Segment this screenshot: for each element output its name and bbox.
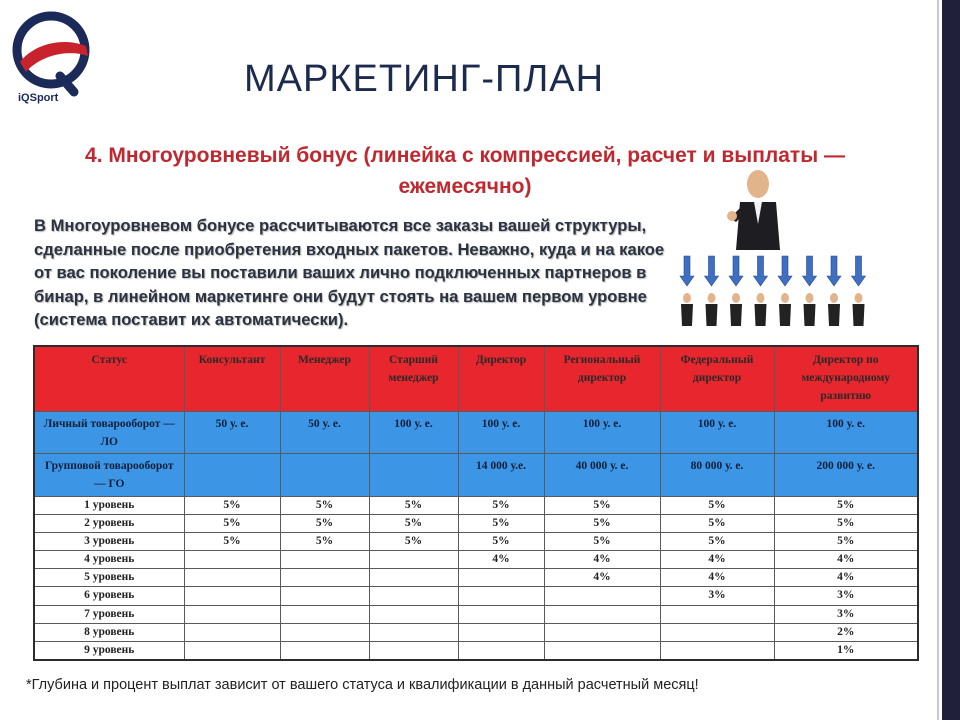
down-arrow-icon (729, 256, 743, 286)
table-cell (458, 623, 544, 641)
row-label: 9 уровень (34, 641, 184, 660)
header-manager: Менеджер (280, 346, 369, 412)
table-row-level (34, 641, 918, 660)
table-row-level (34, 496, 918, 514)
table-cell: 50 у. е. (184, 412, 280, 454)
table-cell: 5% (544, 514, 660, 532)
table-cell: 5% (280, 496, 369, 514)
table-cell (280, 454, 369, 496)
table-cell: 80 000 у. е. (660, 454, 774, 496)
row-label: 2 уровень (34, 514, 184, 532)
table-header-row (34, 346, 918, 412)
table-cell: 4% (774, 569, 918, 587)
table-cell (458, 569, 544, 587)
table-cell: 4% (544, 569, 660, 587)
row-personal-turnover (34, 412, 918, 454)
table-cell: 5% (774, 496, 918, 514)
table-cell: 5% (369, 514, 458, 532)
table-cell (369, 623, 458, 641)
row-label: 8 уровень (34, 623, 184, 641)
table-cell (280, 623, 369, 641)
down-arrow-icon (680, 256, 694, 286)
table-cell: 100 у. е. (458, 412, 544, 454)
table-cell: 200 000 у. е. (774, 454, 918, 496)
table-cell: 5% (458, 514, 544, 532)
leader-figure-icon (727, 170, 780, 250)
table-cell: 4% (660, 569, 774, 587)
table-cell: 14 000 у.е. (458, 454, 544, 496)
table-cell: 5% (280, 514, 369, 532)
table-cell: 3% (774, 587, 918, 605)
team-structure-illustration (670, 164, 880, 334)
row-label: 6 уровень (34, 587, 184, 605)
table-cell: 50 у. е. (280, 412, 369, 454)
header-regional-director: Региональный директор (544, 346, 660, 412)
table-cell: 5% (774, 532, 918, 550)
table-cell (458, 587, 544, 605)
table-cell (369, 605, 458, 623)
table-cell (184, 641, 280, 660)
table-row-level (34, 551, 918, 569)
row-label: Личный товарооборот — ЛО (34, 412, 184, 454)
table-cell (280, 551, 369, 569)
table-cell (369, 569, 458, 587)
table-cell: 5% (458, 532, 544, 550)
table-cell (458, 605, 544, 623)
table-cell (544, 587, 660, 605)
down-arrow-icon (754, 256, 768, 286)
down-arrow-icon (705, 256, 719, 286)
row-label: 5 уровень (34, 569, 184, 587)
table-cell: 5% (369, 496, 458, 514)
table-cell: 4% (458, 551, 544, 569)
table-cell: 4% (544, 551, 660, 569)
header-consultant: Консультант (184, 346, 280, 412)
team-member-icon (804, 293, 816, 326)
down-arrow-icon (827, 256, 841, 286)
table-cell (184, 605, 280, 623)
table-cell: 5% (184, 514, 280, 532)
row-label: 1 уровень (34, 496, 184, 514)
table-cell: 5% (369, 532, 458, 550)
table-cell (369, 454, 458, 496)
row-label: 3 уровень (34, 532, 184, 550)
team-member-icon (828, 293, 840, 326)
table-cell: 5% (660, 496, 774, 514)
table-cell (280, 569, 369, 587)
row-label: 4 уровень (34, 551, 184, 569)
table-cell: 100 у. е. (369, 412, 458, 454)
down-arrow-icon (803, 256, 817, 286)
table-cell (280, 641, 369, 660)
table-cell (660, 623, 774, 641)
footnote: *Глубина и процент выплат зависит от вашего статуса и квалификации в данный расчетный месяц! (26, 677, 699, 693)
table-cell: 1% (774, 641, 918, 660)
bonus-table (33, 345, 919, 661)
down-arrow-icon (778, 256, 792, 286)
intro-paragraph: В Многоуровневом бонусе рассчитываются все заказы вашей структуры, сделанные после приобретения входных пакетов. Неважно, куда и на какое от вас поколение вы поставили ваших лично подключенных партнеров в бинар, в линейном маркетинге они будут стоять на вашем первом уровне (система поставит их автоматически). (34, 216, 665, 329)
table-row-level (34, 623, 918, 641)
table-cell: 3% (774, 605, 918, 623)
table-cell (544, 623, 660, 641)
table-cell: 5% (458, 496, 544, 514)
table-cell (660, 641, 774, 660)
team-member-icon (730, 293, 742, 326)
table-cell: 3% (660, 587, 774, 605)
team-member-icon (681, 293, 693, 326)
table-cell: 5% (774, 514, 918, 532)
table-row-level (34, 514, 918, 532)
row-label: Групповой товарооборот — ГО (34, 454, 184, 496)
table-row-level (34, 569, 918, 587)
table-cell: 100 у. е. (774, 412, 918, 454)
table-cell: 5% (660, 514, 774, 532)
section-subtitle: 4. Многоуровневый бонус (линейка с компрессией, расчет и выплаты — ежемесячно) (85, 144, 845, 198)
table-row-level (34, 587, 918, 605)
table-cell: 5% (544, 496, 660, 514)
table-cell (660, 605, 774, 623)
down-arrow-icon (852, 256, 866, 286)
table-cell (280, 587, 369, 605)
table-cell (184, 623, 280, 641)
table-cell (184, 454, 280, 496)
slide-edge-line (937, 0, 939, 720)
table-cell (184, 551, 280, 569)
table-cell (369, 551, 458, 569)
table-cell: 5% (280, 532, 369, 550)
row-label: 7 уровень (34, 605, 184, 623)
table-cell: 4% (774, 551, 918, 569)
table-cell: 40 000 у. е. (544, 454, 660, 496)
table-cell (184, 587, 280, 605)
team-member-icon (755, 293, 767, 326)
table-cell: 5% (660, 532, 774, 550)
table-cell: 2% (774, 623, 918, 641)
header-status: Статус (34, 346, 184, 412)
table-cell (184, 569, 280, 587)
header-director: Директор (458, 346, 544, 412)
header-senior-manager: Старший менеджер (369, 346, 458, 412)
table-cell (369, 641, 458, 660)
row-group-turnover (34, 454, 918, 496)
logo-wordmark: iQSport (18, 92, 59, 104)
table-cell (280, 605, 369, 623)
header-federal-director: Федеральный директор (660, 346, 774, 412)
table-cell: 100 у. е. (544, 412, 660, 454)
table-cell: 4% (660, 551, 774, 569)
table-cell: 100 у. е. (660, 412, 774, 454)
table-cell (544, 605, 660, 623)
table-cell (369, 587, 458, 605)
table-cell: 5% (184, 532, 280, 550)
header-international-director: Директор по международному развитию (774, 346, 918, 412)
table-row-level (34, 605, 918, 623)
page-title: МАРКЕТИНГ-ПЛАН (244, 58, 605, 100)
table-row-level (34, 532, 918, 550)
table-cell (458, 641, 544, 660)
team-member-icon (779, 293, 791, 326)
team-member-icon (706, 293, 718, 326)
table-cell: 5% (184, 496, 280, 514)
slide-edge-band (942, 0, 960, 720)
table-cell (544, 641, 660, 660)
team-member-icon (853, 293, 865, 326)
table-cell: 5% (544, 532, 660, 550)
